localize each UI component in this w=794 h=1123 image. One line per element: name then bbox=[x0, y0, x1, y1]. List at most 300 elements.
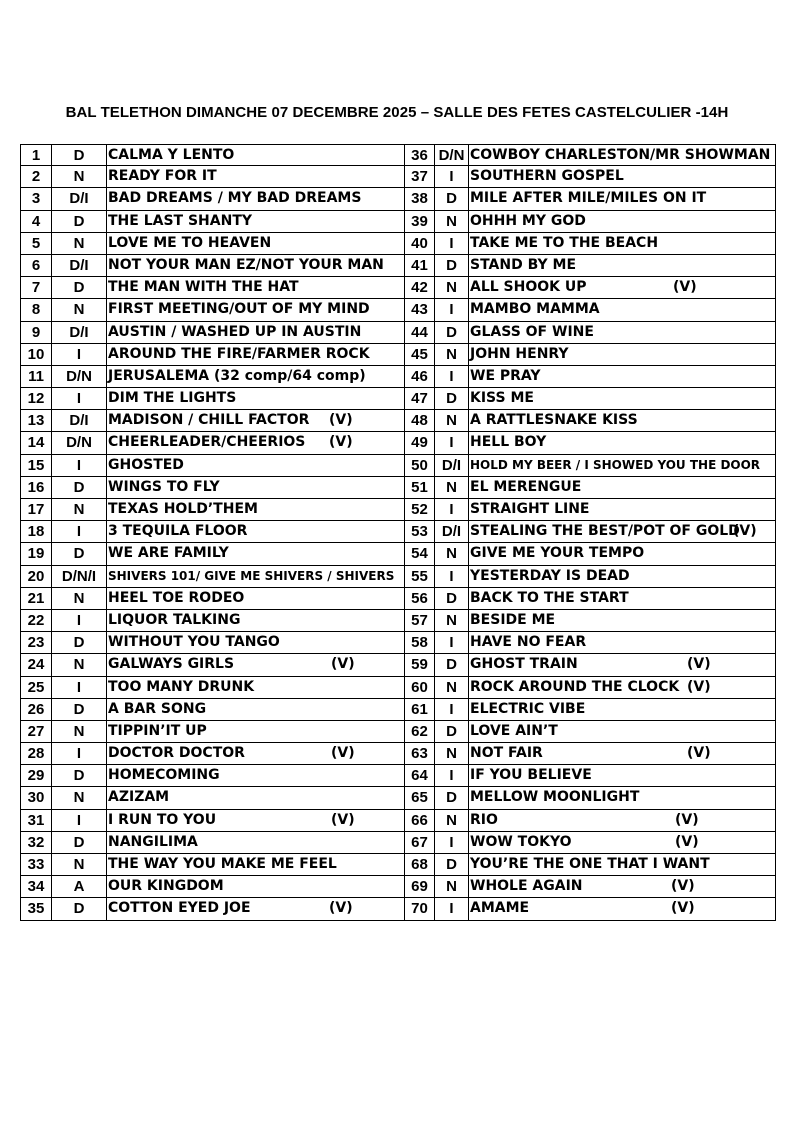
video-marker: (V) bbox=[687, 745, 711, 762]
row-number: 7 bbox=[20, 277, 52, 299]
video-marker: (V) bbox=[687, 656, 711, 673]
row-number: 70 bbox=[405, 898, 435, 920]
row-number: 57 bbox=[405, 610, 435, 632]
table-row bbox=[20, 188, 776, 210]
row-number: 10 bbox=[20, 344, 52, 366]
song-title: JERUSALEMA (32 comp/64 comp) bbox=[108, 367, 366, 384]
table-row bbox=[20, 299, 776, 321]
song-title-cell bbox=[107, 166, 405, 188]
row-number: 59 bbox=[405, 654, 435, 676]
table-row bbox=[20, 810, 776, 832]
song-title-cell bbox=[107, 188, 405, 210]
row-number: 1 bbox=[20, 144, 52, 166]
level-code: N bbox=[435, 876, 469, 898]
table-row bbox=[20, 543, 776, 565]
row-number: 23 bbox=[20, 632, 52, 654]
row-number: 22 bbox=[20, 610, 52, 632]
table-row bbox=[20, 699, 776, 721]
table-row bbox=[20, 832, 776, 854]
row-number: 69 bbox=[405, 876, 435, 898]
video-marker: (V) bbox=[331, 811, 355, 828]
row-number: 30 bbox=[20, 787, 52, 809]
song-title: EL MERENGUE bbox=[470, 478, 582, 495]
table-row bbox=[20, 255, 776, 277]
video-marker: (V) bbox=[733, 523, 757, 540]
level-code: D bbox=[435, 322, 469, 344]
song-title-cell bbox=[107, 255, 405, 277]
song-title-cell bbox=[469, 233, 776, 255]
level-code: N bbox=[435, 344, 469, 366]
row-number: 34 bbox=[20, 876, 52, 898]
song-title: TAKE ME TO THE BEACH bbox=[470, 234, 659, 251]
song-title: A BAR SONG bbox=[108, 700, 207, 717]
table-row bbox=[20, 344, 776, 366]
song-title: ROCK AROUND THE CLOCK bbox=[470, 678, 680, 695]
level-code: D/I bbox=[52, 322, 107, 344]
song-title: THE LAST SHANTY bbox=[108, 212, 253, 229]
table-row bbox=[20, 410, 776, 432]
table-row bbox=[20, 743, 776, 765]
row-number: 64 bbox=[405, 765, 435, 787]
song-title: HOLD MY BEER / I SHOWED YOU THE DOOR bbox=[470, 457, 761, 472]
row-number: 43 bbox=[405, 299, 435, 321]
row-number: 38 bbox=[405, 188, 435, 210]
song-title-cell bbox=[107, 854, 405, 876]
song-title: 3 TEQUILA FLOOR bbox=[108, 523, 248, 540]
row-number: 55 bbox=[405, 566, 435, 588]
song-title: COTTON EYED JOE bbox=[108, 900, 251, 917]
table-row bbox=[20, 455, 776, 477]
level-code: N bbox=[52, 499, 107, 521]
row-number: 40 bbox=[405, 233, 435, 255]
level-code: A bbox=[52, 876, 107, 898]
song-title-cell bbox=[107, 344, 405, 366]
song-title-cell bbox=[107, 277, 405, 299]
table-row bbox=[20, 166, 776, 188]
song-title-cell bbox=[107, 654, 405, 676]
song-title-cell bbox=[469, 211, 776, 233]
level-code: D bbox=[435, 654, 469, 676]
song-title-cell bbox=[469, 521, 776, 543]
level-code: N bbox=[435, 743, 469, 765]
song-title-cell bbox=[107, 521, 405, 543]
song-title: I RUN TO YOU bbox=[108, 811, 217, 828]
level-code: I bbox=[435, 699, 469, 721]
song-title-cell bbox=[469, 632, 776, 654]
song-title-cell bbox=[469, 854, 776, 876]
level-code: I bbox=[435, 832, 469, 854]
table-row bbox=[20, 787, 776, 809]
level-code: I bbox=[52, 388, 107, 410]
table-row bbox=[20, 610, 776, 632]
song-title: NANGILIMA bbox=[108, 833, 198, 850]
song-title: DOCTOR DOCTOR bbox=[108, 745, 245, 762]
row-number: 9 bbox=[20, 322, 52, 344]
level-code: N bbox=[435, 543, 469, 565]
song-title: HEEL TOE RODEO bbox=[108, 589, 245, 606]
row-number: 63 bbox=[405, 743, 435, 765]
row-number: 12 bbox=[20, 388, 52, 410]
level-code: D bbox=[52, 898, 107, 920]
table-row bbox=[20, 588, 776, 610]
row-number: 4 bbox=[20, 211, 52, 233]
row-number: 51 bbox=[405, 477, 435, 499]
song-title: GLASS OF WINE bbox=[470, 323, 594, 340]
level-code: N bbox=[435, 810, 469, 832]
level-code: D bbox=[52, 832, 107, 854]
song-title-cell bbox=[469, 255, 776, 277]
song-title: ALL SHOOK UP bbox=[470, 279, 587, 296]
level-code: D bbox=[52, 699, 107, 721]
row-number: 6 bbox=[20, 255, 52, 277]
song-title-cell bbox=[107, 366, 405, 388]
song-title-cell bbox=[107, 699, 405, 721]
table-row bbox=[20, 477, 776, 499]
song-title: NOT YOUR MAN EZ/NOT YOUR MAN bbox=[108, 256, 384, 273]
song-title: HOMECOMING bbox=[108, 767, 220, 784]
song-title: WE ARE FAMILY bbox=[108, 545, 229, 562]
song-title-cell bbox=[107, 832, 405, 854]
level-code: D bbox=[52, 543, 107, 565]
level-code: I bbox=[435, 566, 469, 588]
video-marker: (V) bbox=[331, 656, 355, 673]
level-code: I bbox=[435, 765, 469, 787]
level-code: D/N bbox=[435, 144, 469, 166]
table-row bbox=[20, 322, 776, 344]
level-code: D bbox=[435, 854, 469, 876]
song-title-cell bbox=[469, 610, 776, 632]
row-number: 47 bbox=[405, 388, 435, 410]
level-code: I bbox=[435, 366, 469, 388]
video-marker: (V) bbox=[687, 678, 711, 695]
row-number: 61 bbox=[405, 699, 435, 721]
row-number: 25 bbox=[20, 677, 52, 699]
level-code: D bbox=[52, 765, 107, 787]
row-number: 11 bbox=[20, 366, 52, 388]
level-code: D bbox=[52, 632, 107, 654]
song-title: THE WAY YOU MAKE ME FEEL bbox=[108, 856, 337, 872]
video-marker: (V) bbox=[329, 412, 353, 429]
table-row bbox=[20, 876, 776, 898]
row-number: 5 bbox=[20, 233, 52, 255]
song-title-cell bbox=[107, 765, 405, 787]
song-title-cell bbox=[107, 677, 405, 699]
row-number: 44 bbox=[405, 322, 435, 344]
row-number: 17 bbox=[20, 499, 52, 521]
row-number: 36 bbox=[405, 144, 435, 166]
video-marker: (V) bbox=[675, 833, 699, 850]
song-title-cell bbox=[107, 810, 405, 832]
song-title-cell bbox=[469, 322, 776, 344]
level-code: D/N bbox=[52, 366, 107, 388]
row-number: 32 bbox=[20, 832, 52, 854]
level-code: N bbox=[52, 721, 107, 743]
song-title-cell bbox=[107, 588, 405, 610]
row-number: 48 bbox=[405, 410, 435, 432]
level-code: N bbox=[435, 277, 469, 299]
song-title: BACK TO THE START bbox=[470, 589, 629, 606]
song-title: JOHN HENRY bbox=[470, 345, 569, 362]
level-code: D/I bbox=[52, 410, 107, 432]
song-title: BAD DREAMS / MY BAD DREAMS bbox=[108, 190, 362, 207]
row-number: 15 bbox=[20, 455, 52, 477]
level-code: D bbox=[435, 188, 469, 210]
song-title-cell bbox=[469, 455, 776, 477]
level-code: N bbox=[52, 299, 107, 321]
song-title-cell bbox=[107, 144, 405, 166]
video-marker: (V) bbox=[673, 279, 697, 296]
level-code: I bbox=[52, 521, 107, 543]
song-title: LOVE AIN’T bbox=[470, 722, 558, 739]
row-number: 18 bbox=[20, 521, 52, 543]
song-title: NOT FAIR bbox=[470, 745, 543, 762]
song-title: RIO bbox=[470, 811, 498, 828]
level-code: N bbox=[52, 233, 107, 255]
row-number: 19 bbox=[20, 543, 52, 565]
row-number: 66 bbox=[405, 810, 435, 832]
song-title: COWBOY CHARLESTON/MR SHOWMAN bbox=[470, 147, 771, 163]
level-code: D bbox=[435, 787, 469, 809]
song-title-cell bbox=[107, 543, 405, 565]
song-title: MELLOW MOONLIGHT bbox=[470, 789, 640, 806]
song-title-cell bbox=[469, 743, 776, 765]
row-number: 68 bbox=[405, 854, 435, 876]
song-title: FIRST MEETING/OUT OF MY MIND bbox=[108, 301, 370, 318]
song-title: WITHOUT YOU TANGO bbox=[108, 634, 280, 651]
song-title: LOVE ME TO HEAVEN bbox=[108, 234, 272, 251]
song-title-cell bbox=[469, 543, 776, 565]
song-title-cell bbox=[469, 588, 776, 610]
table-row bbox=[20, 277, 776, 299]
row-number: 50 bbox=[405, 455, 435, 477]
song-title: AMAME bbox=[470, 900, 530, 917]
song-title-cell bbox=[469, 876, 776, 898]
song-title: WHOLE AGAIN bbox=[470, 878, 583, 895]
level-code: D/N/I bbox=[52, 566, 107, 588]
song-title-cell bbox=[107, 233, 405, 255]
table-row bbox=[20, 854, 776, 876]
row-number: 39 bbox=[405, 211, 435, 233]
song-title-cell bbox=[107, 876, 405, 898]
song-title: TOO MANY DRUNK bbox=[108, 678, 255, 695]
song-title: ELECTRIC VIBE bbox=[470, 700, 586, 717]
row-number: 41 bbox=[405, 255, 435, 277]
song-title-cell bbox=[469, 566, 776, 588]
level-code: D bbox=[52, 277, 107, 299]
row-number: 67 bbox=[405, 832, 435, 854]
table-row bbox=[20, 432, 776, 454]
song-title: IF YOU BELIEVE bbox=[470, 767, 592, 784]
row-number: 53 bbox=[405, 521, 435, 543]
song-title-cell bbox=[107, 477, 405, 499]
song-title-cell bbox=[107, 388, 405, 410]
song-title: GIVE ME YOUR TEMPO bbox=[470, 545, 645, 562]
song-title: SHIVERS 101/ GIVE ME SHIVERS / SHIVERS bbox=[108, 568, 395, 583]
level-code: D/I bbox=[435, 521, 469, 543]
level-code: I bbox=[435, 233, 469, 255]
song-title: YESTERDAY IS DEAD bbox=[470, 567, 630, 584]
song-title-cell bbox=[469, 898, 776, 920]
song-title-cell bbox=[107, 566, 405, 588]
row-number: 14 bbox=[20, 432, 52, 454]
song-title-cell bbox=[469, 388, 776, 410]
row-number: 65 bbox=[405, 787, 435, 809]
song-title-cell bbox=[469, 810, 776, 832]
song-title: BESIDE ME bbox=[470, 611, 556, 628]
song-title: GALWAYS GIRLS bbox=[108, 656, 235, 673]
song-title: STRAIGHT LINE bbox=[470, 501, 590, 517]
song-title-cell bbox=[469, 832, 776, 854]
song-title: KISS ME bbox=[470, 390, 534, 407]
row-number: 26 bbox=[20, 699, 52, 721]
row-number: 56 bbox=[405, 588, 435, 610]
song-title: WINGS TO FLY bbox=[108, 478, 220, 495]
song-title-cell bbox=[469, 787, 776, 809]
level-code: D/N bbox=[52, 432, 107, 454]
row-number: 8 bbox=[20, 299, 52, 321]
level-code: I bbox=[435, 166, 469, 188]
song-title: A RATTLESNAKE KISS bbox=[470, 412, 638, 429]
row-number: 31 bbox=[20, 810, 52, 832]
song-title: THE MAN WITH THE HAT bbox=[108, 279, 299, 296]
level-code: I bbox=[435, 499, 469, 521]
table-row bbox=[20, 144, 776, 166]
level-code: N bbox=[52, 588, 107, 610]
level-code: I bbox=[435, 299, 469, 321]
level-code: I bbox=[435, 632, 469, 654]
row-number: 46 bbox=[405, 366, 435, 388]
row-number: 58 bbox=[405, 632, 435, 654]
song-title: AZIZAM bbox=[108, 789, 170, 806]
row-number: 29 bbox=[20, 765, 52, 787]
video-marker: (V) bbox=[329, 900, 353, 917]
song-title: TIPPIN’IT UP bbox=[108, 722, 207, 739]
song-title-cell bbox=[107, 299, 405, 321]
song-title-cell bbox=[469, 765, 776, 787]
row-number: 45 bbox=[405, 344, 435, 366]
song-title: LIQUOR TALKING bbox=[108, 611, 241, 628]
row-number: 49 bbox=[405, 432, 435, 454]
song-title-cell bbox=[107, 632, 405, 654]
level-code: D/I bbox=[52, 255, 107, 277]
row-number: 37 bbox=[405, 166, 435, 188]
row-number: 35 bbox=[20, 898, 52, 920]
song-title-cell bbox=[107, 322, 405, 344]
level-code: N bbox=[435, 677, 469, 699]
row-number: 3 bbox=[20, 188, 52, 210]
table-row bbox=[20, 366, 776, 388]
song-title-cell bbox=[469, 410, 776, 432]
row-number: 13 bbox=[20, 410, 52, 432]
row-number: 20 bbox=[20, 566, 52, 588]
song-title-cell bbox=[469, 654, 776, 676]
song-title-cell bbox=[107, 787, 405, 809]
song-title: HELL BOY bbox=[470, 434, 547, 451]
table-row bbox=[20, 388, 776, 410]
level-code: D bbox=[52, 211, 107, 233]
song-title: MILE AFTER MILE/MILES ON IT bbox=[470, 190, 707, 207]
level-code: I bbox=[52, 455, 107, 477]
song-title-cell bbox=[107, 410, 405, 432]
row-number: 21 bbox=[20, 588, 52, 610]
song-title: TEXAS HOLD’THEM bbox=[108, 501, 258, 517]
song-title: MADISON / CHILL FACTOR bbox=[108, 412, 310, 429]
song-title-cell bbox=[469, 477, 776, 499]
song-title-cell bbox=[469, 499, 776, 521]
song-title: GHOSTED bbox=[108, 456, 184, 473]
song-title: CALMA Y LENTO bbox=[108, 147, 235, 163]
row-number: 28 bbox=[20, 743, 52, 765]
song-title-cell bbox=[107, 499, 405, 521]
level-code: N bbox=[52, 787, 107, 809]
song-title: MAMBO MAMMA bbox=[470, 301, 600, 318]
song-title: AUSTIN / WASHED UP IN AUSTIN bbox=[108, 323, 362, 340]
song-title: YOU’RE THE ONE THAT I WANT bbox=[470, 856, 710, 872]
song-title: OUR KINGDOM bbox=[108, 878, 224, 895]
song-title: STAND BY ME bbox=[470, 256, 577, 273]
song-title-cell bbox=[469, 166, 776, 188]
level-code: D bbox=[52, 477, 107, 499]
row-number: 62 bbox=[405, 721, 435, 743]
video-marker: (V) bbox=[329, 434, 353, 451]
song-title-cell bbox=[107, 610, 405, 632]
level-code: N bbox=[52, 166, 107, 188]
song-title: DIM THE LIGHTS bbox=[108, 390, 237, 407]
song-title-cell bbox=[469, 277, 776, 299]
table-row bbox=[20, 721, 776, 743]
song-title-cell bbox=[107, 743, 405, 765]
table-row bbox=[20, 898, 776, 920]
row-number: 42 bbox=[405, 277, 435, 299]
row-number: 60 bbox=[405, 677, 435, 699]
level-code: N bbox=[52, 654, 107, 676]
level-code: I bbox=[52, 610, 107, 632]
song-title-cell bbox=[469, 677, 776, 699]
level-code: I bbox=[52, 810, 107, 832]
level-code: D bbox=[435, 388, 469, 410]
song-title-cell bbox=[469, 721, 776, 743]
song-title: HAVE NO FEAR bbox=[470, 634, 587, 651]
level-code: I bbox=[52, 677, 107, 699]
song-title: SOUTHERN GOSPEL bbox=[470, 168, 624, 185]
table-row bbox=[20, 632, 776, 654]
song-title: READY FOR IT bbox=[108, 168, 217, 185]
level-code: I bbox=[52, 344, 107, 366]
level-code: D bbox=[435, 588, 469, 610]
song-title: GHOST TRAIN bbox=[470, 656, 578, 673]
level-code: D/I bbox=[435, 455, 469, 477]
dance-list-table bbox=[20, 144, 776, 921]
song-title-cell bbox=[107, 211, 405, 233]
song-title-cell bbox=[107, 455, 405, 477]
row-number: 24 bbox=[20, 654, 52, 676]
level-code: D/I bbox=[52, 188, 107, 210]
video-marker: (V) bbox=[675, 811, 699, 828]
level-code: N bbox=[435, 477, 469, 499]
level-code: N bbox=[435, 410, 469, 432]
level-code: I bbox=[435, 898, 469, 920]
level-code: D bbox=[52, 144, 107, 166]
song-title: WE PRAY bbox=[470, 367, 541, 384]
video-marker: (V) bbox=[331, 745, 355, 762]
level-code: I bbox=[52, 743, 107, 765]
song-title-cell bbox=[469, 432, 776, 454]
table-row bbox=[20, 233, 776, 255]
level-code: N bbox=[435, 610, 469, 632]
song-title: WOW TOKYO bbox=[470, 833, 572, 850]
level-code: N bbox=[435, 211, 469, 233]
row-number: 16 bbox=[20, 477, 52, 499]
